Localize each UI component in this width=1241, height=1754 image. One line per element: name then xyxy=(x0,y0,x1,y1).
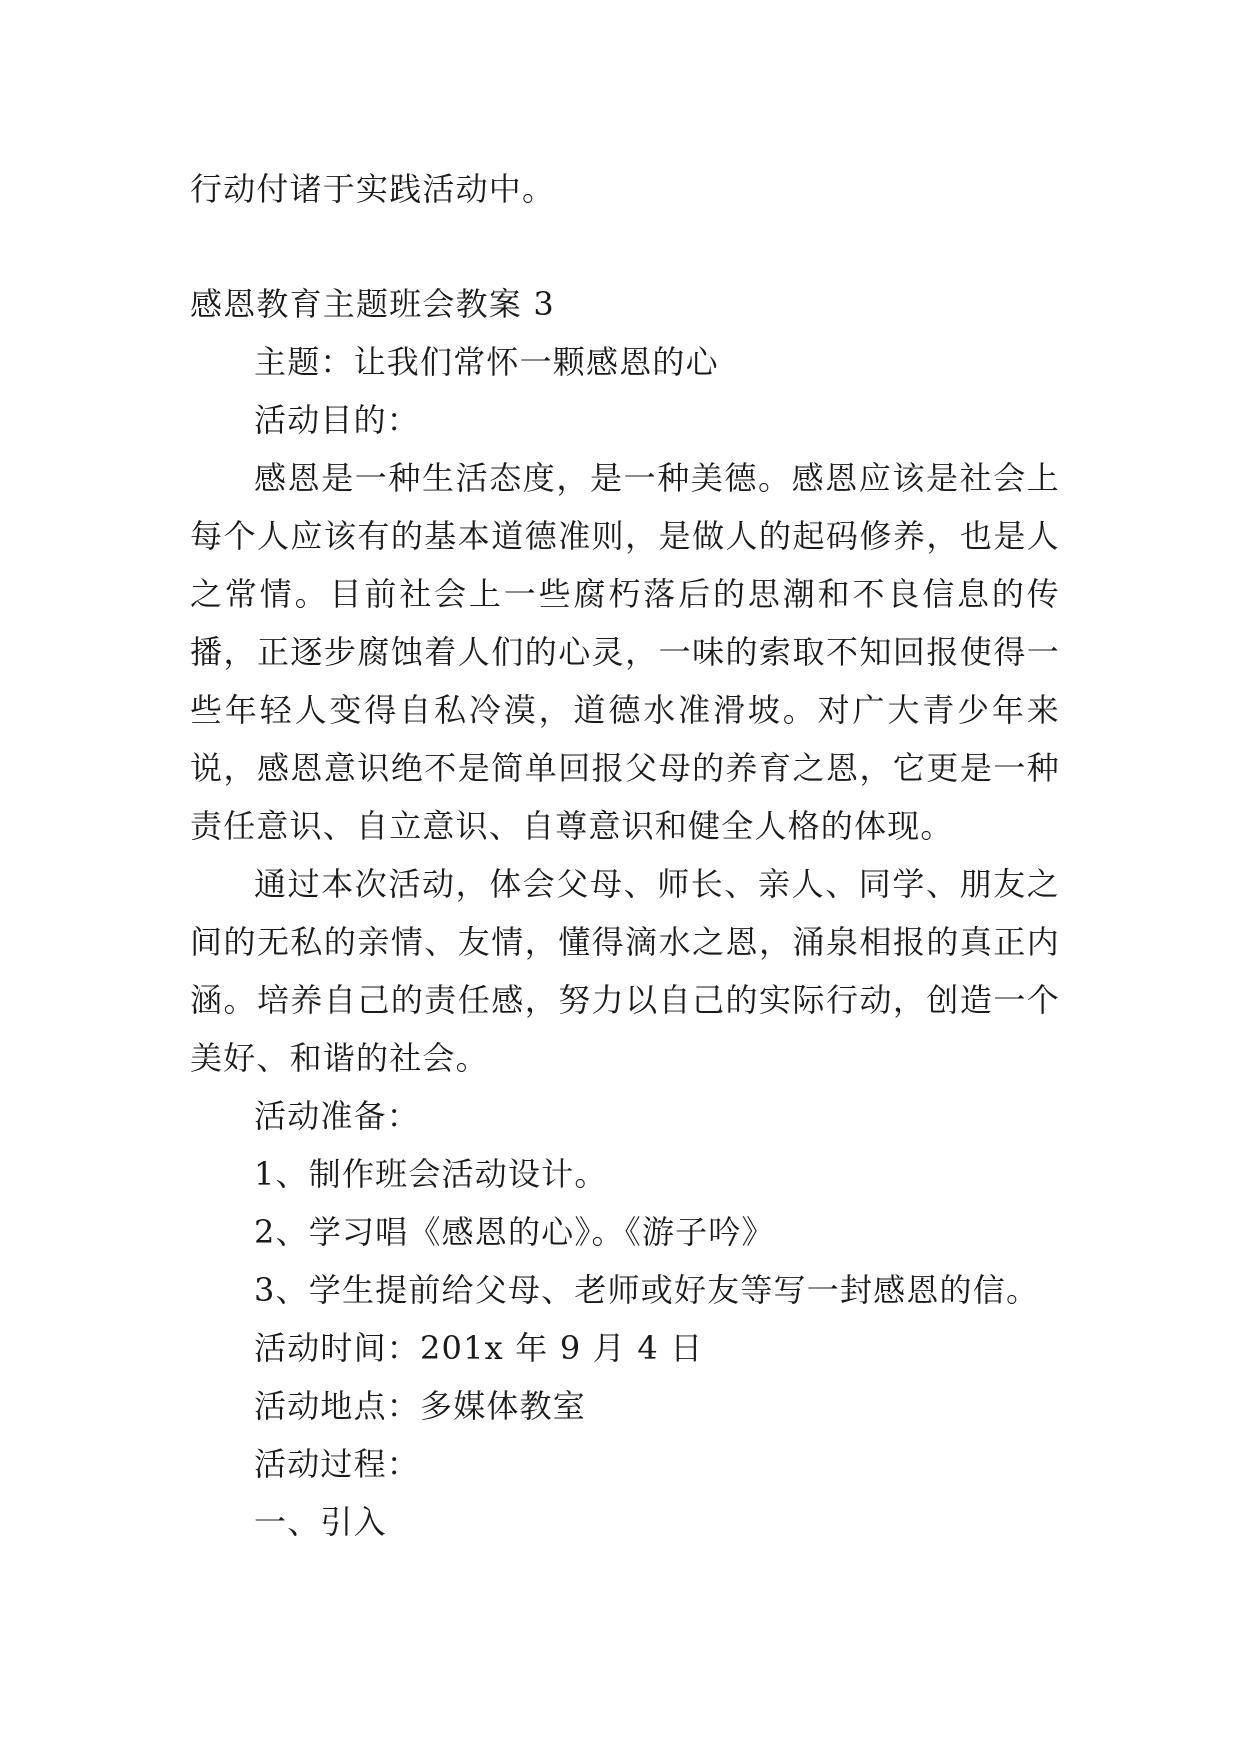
section-title: 感恩教育主题班会教案 3 xyxy=(190,285,555,323)
activity-time: 活动时间：201x 年 9 月 4 日 xyxy=(254,1329,704,1367)
purpose-paragraph-2: 通过本次活动，体会父母、师长、亲人、同学、朋友之间的无私的亲情、友情，懂得滴水之恩，涌泉相报的真正内涵。培养自己的责任感，努力以自己的实际行动，创造一个美好、和谐的社会。 xyxy=(190,865,1060,1077)
theme-line: 主题：让我们常怀一颗感恩的心 xyxy=(254,343,719,381)
continuation-text: 行动付诸于实践活动中。 xyxy=(190,170,556,208)
prep-item-2: 2、学习唱《感恩的心》。《游子吟》 xyxy=(254,1213,775,1251)
activity-location: 活动地点：多媒体教室 xyxy=(254,1387,587,1425)
prep-label: 活动准备： xyxy=(254,1097,421,1135)
process-step-1: 一、引入 xyxy=(254,1503,387,1541)
process-label: 活动过程： xyxy=(254,1445,421,1483)
purpose-paragraph-1: 感恩是一种生活态度，是一种美德。感恩应该是社会上每个人应该有的基本道德准则，是做人的起码修养，也是人之常情。目前社会上一些腐朽落后的思潮和不良信息的传播，正逐步腐蚀着人们的心灵，一味的索取不知回报使得一些年轻人变得自私冷漠，道德水准滑坡。对广大青少年来说，感恩意识绝不是简单回报父母的养育之恩，它更是一种责任意识、自立意识、自尊意识和健全人格的体现。 xyxy=(190,459,1060,845)
document-body xyxy=(190,160,1060,1551)
purpose-label: 活动目的： xyxy=(254,401,421,439)
prep-item-3: 3、学生提前给父母、老师或好友等写一封感恩的信。 xyxy=(254,1271,1040,1309)
prep-item-1: 1、制作班会活动设计。 xyxy=(254,1155,608,1193)
